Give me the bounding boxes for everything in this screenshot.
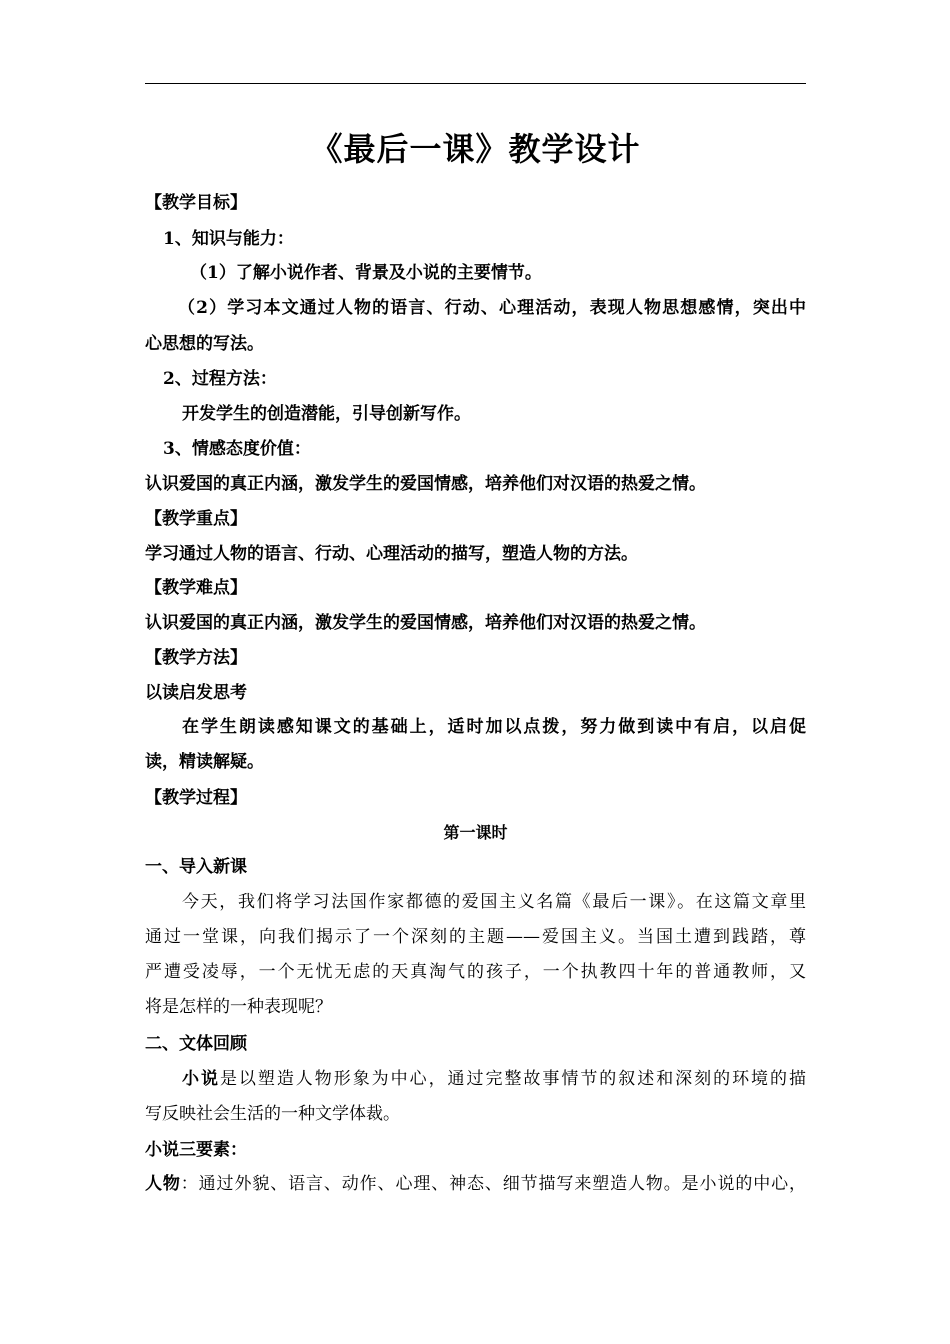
novel-term: 小说: [182, 1069, 220, 1089]
method-text: 在学生朗读感知课文的基础上，适时加以点拨，努力做到读中有启，以启促: [182, 717, 806, 737]
novel-definition-text: 是以塑造人物形象为中心，通过完整故事情节的叙述和深刻的环境的描: [219, 1069, 806, 1089]
objectives-heading: 【教学目标】: [145, 193, 247, 213]
section-1-paragraph-line-3: 严遭受凌辱，一个无忧无虑的天真淘气的孩子，一个执教四十年的普通教师，又: [145, 962, 806, 982]
document-title: 《最后一课》教学设计: [310, 130, 641, 168]
section-1-paragraph-line-2: 通过一堂课，向我们揭示了一个深刻的主题——爱国主义。当国土遭到践踏，尊: [145, 927, 806, 947]
novel-definition-line-1: [182, 1067, 806, 1091]
section-1-paragraph-line-1: 今天，我们将学习法国作家都德的爱国主义名篇《最后一课》。在这篇文章里: [182, 892, 806, 912]
elements-heading: 小说三要素：: [145, 1140, 247, 1160]
section-2-heading: 二、文体回顾: [145, 1034, 247, 1054]
method-label: 以读启发思考: [145, 683, 247, 703]
difficulty-heading: 【教学难点】: [145, 578, 247, 598]
objective-1-item-2-cont: 心思想的写法。: [145, 334, 264, 354]
lesson-title: 第一课时: [443, 823, 508, 842]
section-1-heading: 一、导入新课: [145, 857, 247, 877]
objective-1-label: 1、知识与能力：: [163, 229, 294, 249]
objective-1-item-2: （2）学习本文通过人物的语言、行动、心理活动，表现人物思想感情，突出中: [178, 298, 806, 318]
objective-3-label: 3、情感态度价值：: [163, 439, 311, 459]
character-definition-line: [145, 1172, 806, 1196]
objective-2-label: 2、过程方法：: [163, 369, 277, 389]
section-1-paragraph-line-4: 将是怎样的一种表现呢？: [145, 997, 332, 1017]
method-heading: 【教学方法】: [145, 648, 247, 668]
process-heading: 【教学过程】: [145, 788, 247, 808]
key-points-text: 学习通过人物的语言、行动、心理活动的描写，塑造人物的方法。: [145, 544, 638, 564]
novel-definition-line-2: 写反映社会生活的一种文学体裁。: [145, 1104, 400, 1124]
objective-3-text: 认识爱国的真正内涵，激发学生的爱国情感，培养他们对汉语的热爱之情。: [145, 474, 706, 494]
character-term: 人物: [145, 1174, 181, 1194]
method-text-cont: 读，精读解疑。: [145, 752, 264, 772]
header-rule: [145, 83, 806, 84]
objective-1-item-1: （1）了解小说作者、背景及小说的主要情节。: [190, 263, 542, 283]
objective-2-text: 开发学生的创造潜能，引导创新写作。: [182, 404, 471, 424]
character-definition-text: ：通过外貌、语言、动作、心理、神态、细节描写来塑造人物。是小说的中心，: [180, 1174, 807, 1194]
key-points-heading: 【教学重点】: [145, 509, 247, 529]
difficulty-text: 认识爱国的真正内涵，激发学生的爱国情感，培养他们对汉语的热爱之情。: [145, 613, 706, 633]
